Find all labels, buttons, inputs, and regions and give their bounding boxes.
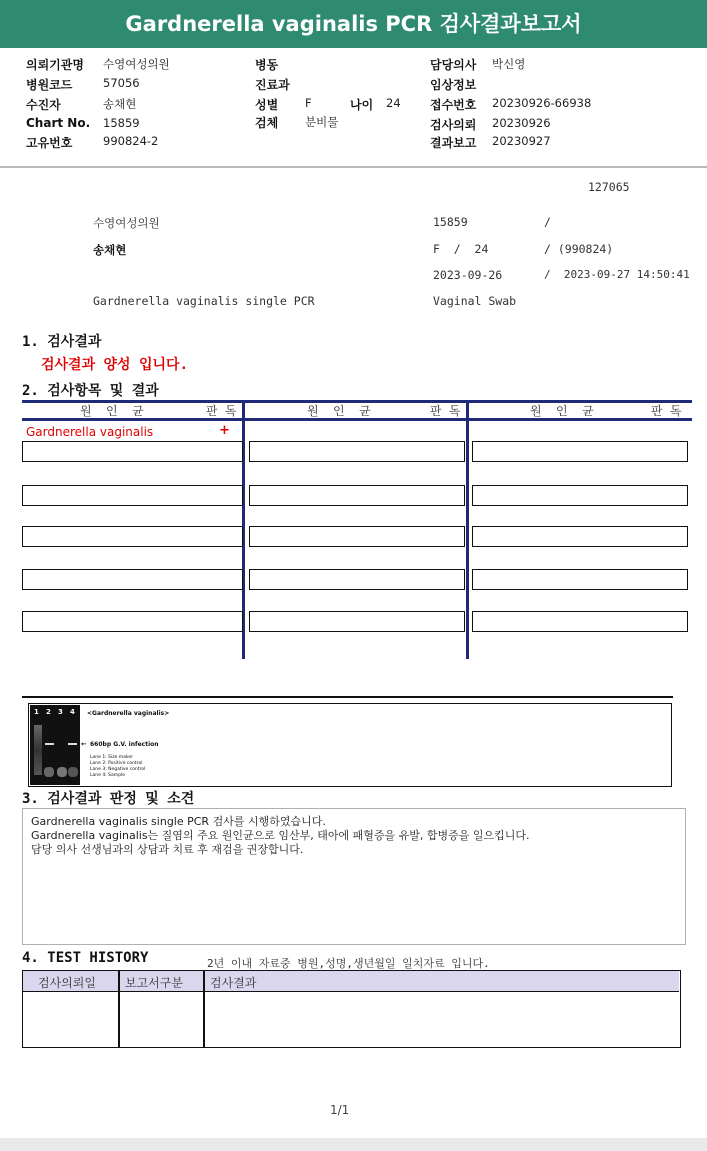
history-col-report-type: 보고서구분	[125, 976, 183, 990]
report-id: 127065	[588, 180, 630, 194]
meta-test-name: Gardnerella vaginalis single PCR	[93, 294, 315, 308]
result-cell	[22, 611, 243, 632]
value-patient: 송채현	[103, 97, 137, 111]
result-cell	[472, 485, 688, 506]
table-divider-2	[466, 400, 469, 659]
label-clinical-info: 임상정보	[430, 78, 477, 92]
pathogen-result-mark: +	[219, 423, 230, 438]
section3-title: 3. 검사결과 판정 및 소견	[22, 791, 195, 807]
opinion-line-1: Gardnerella vaginalis single PCR 검사를 시행하였습니다.	[31, 815, 326, 828]
history-header	[23, 971, 679, 992]
lane-label-2: 2	[46, 708, 51, 716]
meta-hospital: 수영여성의원	[93, 216, 160, 230]
result-cell	[472, 526, 688, 547]
col-pathogen-2: 원 인 균	[307, 404, 371, 418]
col-judge-3: 판 독	[651, 404, 682, 418]
label-ward: 병동	[255, 58, 279, 72]
result-cell	[22, 569, 243, 590]
meta-patient: 송채현	[93, 243, 127, 257]
label-unique-no: 고유번호	[26, 136, 73, 150]
label-doctor: 담당의사	[430, 58, 477, 72]
value-unique-no: 990824-2	[103, 134, 159, 148]
history-table	[22, 970, 681, 1048]
legend-lane-2: Lane 2: Positive control	[90, 761, 143, 766]
page-number: 1/1	[330, 1103, 350, 1117]
label-specimen: 검체	[255, 116, 279, 130]
value-receipt-no: 20230926-66938	[492, 96, 592, 110]
value-institution: 수영여성의원	[103, 57, 170, 71]
opinion-line-2: Gardnerella vaginalis는 질염의 주요 원인균으로 임산부, 태아에 패혈증을 유발, 합병증을 일으킵니다.	[31, 829, 530, 842]
lane-2-primer	[44, 767, 54, 777]
lane-label-3: 3	[58, 708, 63, 716]
value-hospital-code: 57056	[103, 76, 140, 90]
label-department: 진료과	[255, 78, 290, 92]
opinion-line-3: 담당 의사 선생님과의 상담과 치료 후 재검을 권장합니다.	[31, 843, 304, 856]
col-pathogen-1: 원 인 균	[80, 404, 144, 418]
label-sex: 성별	[255, 98, 279, 112]
label-hospital-code: 병원코드	[26, 78, 73, 92]
footer-bar	[0, 1138, 707, 1151]
gel-image	[30, 705, 80, 785]
history-col-request-date: 검사의뢰일	[38, 976, 96, 990]
value-request-date: 20230926	[492, 116, 551, 130]
value-specimen: 분비물	[305, 115, 339, 129]
history-divider-2	[203, 971, 205, 1047]
report-title: Gardnerella vaginalis PCR 검사결과보고서	[0, 0, 707, 48]
meta-birth: / (990824)	[544, 242, 614, 256]
gel-image-frame	[28, 703, 672, 787]
history-col-result: 검사결과	[210, 976, 257, 990]
lane-3-primer	[57, 767, 67, 777]
lane-1-ladder	[34, 725, 42, 775]
lane-label-1: 1	[34, 708, 39, 716]
label-report-date: 결과보고	[430, 136, 477, 150]
col-pathogen-3: 원 인 균	[530, 404, 594, 418]
meta-date-reported: / 2023-09-27 14:50:41	[544, 268, 690, 281]
label-institution: 의뢰기관명	[26, 58, 84, 72]
gel-top-rule	[22, 696, 673, 698]
label-receipt-no: 접수번호	[430, 98, 477, 112]
section4-title: 4. TEST HISTORY	[22, 950, 149, 966]
legend-lane-4: Lane 4: Sample	[90, 773, 125, 778]
lane-4-band	[68, 743, 77, 745]
section2-title: 2. 검사항목 및 결과	[22, 383, 159, 399]
legend-lane-3: Lane 3: Negative control	[90, 767, 146, 772]
meta-slash: /	[544, 215, 551, 229]
value-doctor: 박신영	[492, 57, 526, 71]
history-divider-1	[118, 971, 120, 1047]
result-cell	[249, 569, 465, 590]
result-cell	[249, 611, 465, 632]
result-cell	[249, 441, 465, 462]
gel-title: <Gardnerella vaginalis>	[87, 710, 170, 717]
history-note: 2년 이내 자료중 병원,성명,생년월일 일치자료 입니다.	[207, 957, 490, 970]
result-cell	[22, 526, 243, 547]
band-label: 660bp G.V. infection	[90, 741, 159, 748]
value-sex: F	[305, 96, 312, 110]
result-cell	[22, 485, 243, 506]
label-age: 나이	[350, 98, 374, 112]
meta-date-received: 2023-09-26	[433, 268, 503, 282]
meta-chart: 15859	[433, 215, 468, 229]
result-cell	[22, 441, 243, 462]
label-patient: 수진자	[26, 98, 61, 112]
lane-label-4: 4	[70, 708, 75, 716]
opinion-box	[22, 808, 686, 945]
value-report-date: 20230927	[492, 134, 551, 148]
result-cell	[472, 569, 688, 590]
patient-info-box	[0, 48, 707, 168]
result-cell	[472, 611, 688, 632]
lane-4-primer	[68, 767, 78, 777]
meta-specimen: Vaginal Swab	[433, 294, 517, 308]
section1-title: 1. 검사결과	[22, 334, 102, 350]
result-cell	[249, 485, 465, 506]
value-age: 24	[386, 96, 401, 110]
legend-lane-1: Lane 1: Size maker	[90, 755, 133, 760]
result-cell	[249, 526, 465, 547]
value-chart-no: 15859	[103, 116, 140, 130]
label-request-date: 검사의뢰	[430, 118, 477, 132]
pathogen-name: Gardnerella vaginalis	[26, 425, 154, 439]
col-judge-2: 판 독	[430, 404, 461, 418]
label-chart-no: Chart No.	[26, 116, 91, 130]
col-judge-1: 판 독	[206, 404, 237, 418]
lane-2-band	[45, 743, 54, 745]
band-arrow-icon: ←	[81, 740, 87, 748]
result-cell	[472, 441, 688, 462]
meta-sex-age: F / 24	[433, 242, 489, 256]
result-positive-text: 검사결과 양성 입니다.	[41, 357, 189, 373]
